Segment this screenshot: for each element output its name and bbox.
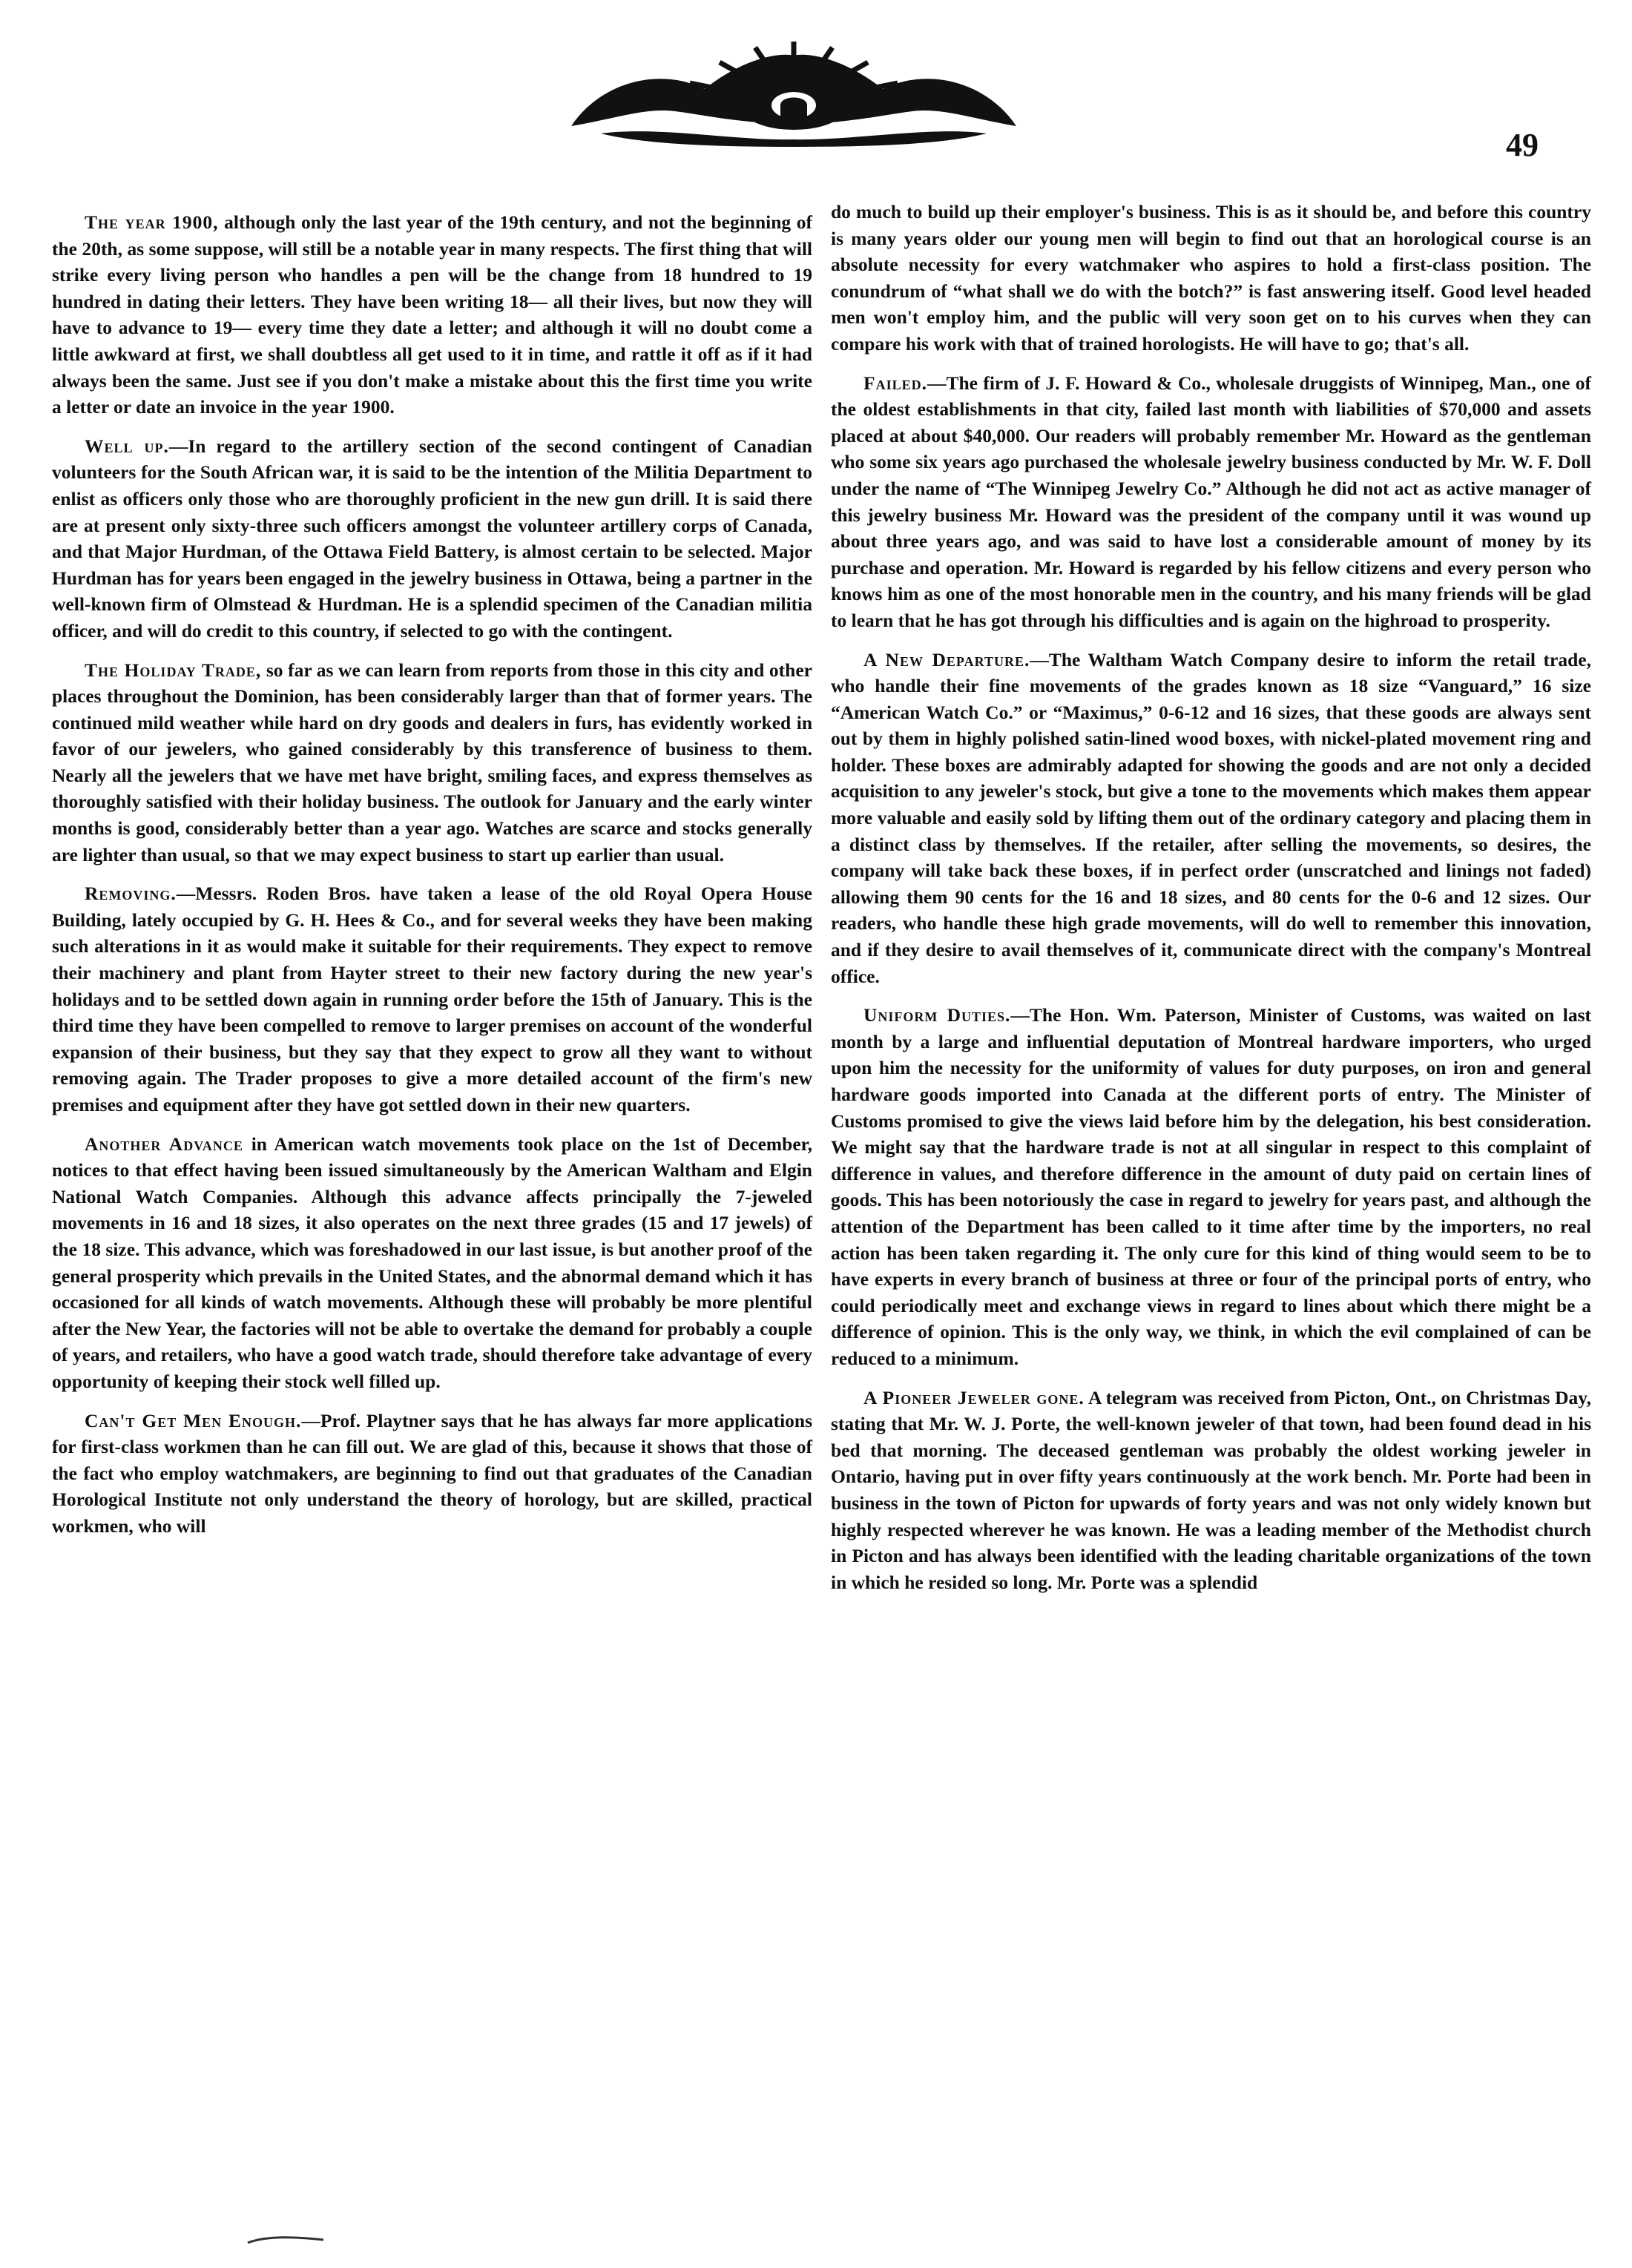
article-lead: Failed. <box>863 372 927 394</box>
left-column <box>52 209 812 1552</box>
header-ornament-icon <box>556 37 1031 148</box>
article-lead: Another Advance <box>85 1133 243 1155</box>
article-text: although only the last year of the 19th century, and not the beginning of the 20th, as some suppose, will still be a notable year in many respects. The first thing that will strike every living person who handles a pen will be the change from 18 hundred to 19 hundred in dating their letters. They have been writing 18— all their lives, but now they will have to advance to 19— every time they date a letter; and although it will no doubt come a little awkward at first, we shall doubtless all get used to it in time, and rattle it off as if it had always been the same. Just see if you don't make a mistake about this the first time you write a letter or date an invoice in the year 1900. <box>52 211 812 418</box>
article-text: in American watch movements took place on the 1st of December, notices to that effect having been issued simultaneously by the American Waltham and Elgin National Watch Companies. Although this advance affects principally the 7-jeweled movements in 16 and 18 sizes, it also operates on the next three grades (15 and 17 jewels) of the 18 size. This advance, which was foreshadowed in our last issue, is but another proof of the general prosperity which prevails in the United States, and the abnormal demand which it has occasioned for all kinds of watch movements. Although these will probably be more plentiful after the New Year, the factories will not be able to overtake the demand for probably a couple of years, and retailers, who have a good watch trade, should therefore take advantage of every opportunity of keeping their stock well filled up. <box>52 1133 812 1392</box>
article-text: —The Hon. Wm. Paterson, Minister of Customs, was waited on last month by a large and influential deputation of Montreal hardware importers, who urged upon him the necessity for the uniformity of values for duty purposes, on iron and general hardware goods imported into Canada at the different ports of entry. The Minister of Customs promised to give the views laid before him by the delegation, his best consideration. We might say that the hardware trade is not at all singular in respect to this complaint of difference in values, and therefore difference in the amount of duty paid on certain lines of goods. This has been notoriously the case in regard to jewelry for years past, and although the attention of the Department has been called to it time after time by the importers, no real action has been taken regarding it. The only cure for this kind of thing would seem to be to have experts in every branch of business at three or four of the principal ports of entry, who could periodically meet and exchange views in regard to lines about which there might be a difference of opinion. This is the only way, we think, in which the evil complained of can be reduced to a minimum. <box>831 1004 1591 1369</box>
page-number: 49 <box>1506 127 1539 163</box>
article-lead: The year 1900, <box>85 211 219 233</box>
article-lead: Removing. <box>85 883 177 905</box>
scan-mark-icon <box>245 2232 326 2247</box>
article-paragraph <box>831 199 1591 357</box>
article-lead: Can't Get Men Enough. <box>85 1409 302 1431</box>
article-paragraph <box>52 657 812 868</box>
article-text: do much to build up their employer's business. This is as it should be, and before this country is many years older our young men will begin to find out that an horological course is an absolute necessity for every watchmaker who aspires to hold a first-class position. The conundrum of “what shall we do with the botch?” is fast answering itself. Good level headed men won't employ him, and the public will very soon get on to his curves when they can compare his work with that of trained horologists. He will have to go; that's all. <box>831 201 1591 355</box>
article-paragraph <box>52 209 812 421</box>
article-paragraph <box>831 647 1591 990</box>
article-text: —The Waltham Watch Company desire to inform the retail trade, who handle their fine movements of the grades known as 18 size “Vanguard,” 16 size “American Watch Co.” or “Maximus,” 0-6-12 and 16 sizes, that these goods are always sent out by them in highly polished satin-lined wood boxes, with nickel-plated movement ring and holder. These boxes are admirably adapted for showing the goods and are not only a decided acquisition to any jeweler's stock, but give a tone to the movements which makes them appear more valuable and easily sold by lifting them out of the ordinary category and placing them in a distinct class by themselves. If the retailer, after selling the movements, so desires, the company will take back these boxes, if in perfect order (unscratched and linings not faded) allowing them 90 cents for the 16 and 18 sizes, and 80 cents for the 0-6 and 12 sizes. Our readers, who handle these high grade movements, will do well to remember this innovation, and if they desire to avail themselves of it, communicate direct with the company's Montreal office. <box>831 648 1591 987</box>
article-paragraph <box>52 1131 812 1395</box>
article-text: so far as we can learn from reports from those in this city and other places throughout the Dominion, has been considerably larger than that of former years. The continued mild weather while hard on dry goods and dealers in furs, has evidently worked in favor of our jewelers, who gained considerably by this transference of business to them. Nearly all the jewelers that we have met have bright, smiling faces, and express themselves as thoroughly satisfied with their holiday business. The outlook for January and the early winter months is good, considerably better than a year ago. Watches are scarce and stocks generally are lighter than usual, so that we may expect business to start up earlier than usual. <box>52 659 812 866</box>
article-text: A telegram was received from Picton, Ont., on Christmas Day, stating that Mr. W. J. Porte, the well-known jeweler of that town, had been found dead in his bed that morning. The deceased gentleman was probably the oldest working jeweler in Ontario, having put in over fifty years continuously at the work bench. Mr. Porte had been in business in the town of Picton for upwards of forty years and was not only widely known but highly respected wherever he was known. He was a leading member of the Methodist church in Picton and has always been identified with the leading charitable organizations of the town in which he resided so long. Mr. Porte was a splendid <box>831 1386 1591 1593</box>
article-lead: Well up. <box>85 435 169 457</box>
article-paragraph <box>831 1385 1591 1596</box>
article-text: —In regard to the artillery section of the second contingent of Canadian volunteers for the South African war, it is said to be the intention of the Militia Department to enlist as officers only those who are thoroughly proficient in the new gun drill. It is said there are at present only sixty-three such officers amongst the volunteer artillery corps of Canada, and that Major Hurdman, of the Ottawa Field Battery, is almost certain to be selected. Major Hurdman has for years been engaged in the jewelry business in Ottawa, being a partner in the well-known firm of Olmstead & Hurdman. He is a splendid specimen of the Canadian militia officer, and will do credit to this country, if selected to go with the contingent. <box>52 435 812 642</box>
right-column <box>831 199 1591 1608</box>
article-paragraph <box>52 1408 812 1540</box>
article-text: —Messrs. Roden Bros. have taken a lease of the old Royal Opera House Building, lately occupied by G. H. Hees & Co., and for several weeks they have been making such alterations in it as would make it suitable for their requirements. They expect to remove their machinery and plant from Hayter street to their new factory during the new year's holidays and to be settled down again in running order before the 15th of January. This is the third time they have been compelled to remove to larger premises on account of the wonderful expansion of their business, but they say that they expect to grow all they want to without removing again. The Trader proposes to give a more detailed account of the firm's new premises and equipment after they have got settled down in their new quarters. <box>52 883 812 1115</box>
article-paragraph <box>52 433 812 645</box>
article-paragraph <box>52 880 812 1118</box>
article-lead: A New Departure. <box>863 648 1030 670</box>
article-lead: A Pioneer Jeweler gone. <box>863 1386 1085 1408</box>
article-lead: The Holiday Trade, <box>85 659 262 681</box>
article-paragraph <box>831 1002 1591 1371</box>
article-text: —Prof. Playtner says that he has always far more applications for first-class workmen than he can fill out. We are glad of this, because it shows that those of the fact who employ watchmakers, are beginning to find out that graduates of the Canadian Horological Institute not only understand the theory of horology, but are skilled, practical workmen, who will <box>52 1409 813 1537</box>
article-text: —The firm of J. F. Howard & Co., wholesale druggists of Winnipeg, Man., one of the oldest establishments in that city, failed last month with liabilities of $70,000 and assets placed at about $40,000. Our readers will probably remember Mr. Howard as the gentleman who some six years ago purchased the wholesale jewelry business conducted by Mr. W. F. Doll under the name of “The Winnipeg Jewelry Co.” Although he did not act as active manager of this jewelry business Mr. Howard was the president of the company until it was wound up about three years ago, and was said to have lost a considerable amount of money by its purchase and operation. Mr. Howard is regarded by his fellow citizens and every person who knows him as one of the most honorable men in the country, and his many friends will be glad to learn that he has got through his difficulties and is again on the highroad to prosperity. <box>831 372 1591 631</box>
article-paragraph <box>831 370 1591 634</box>
article-lead: Uniform Duties. <box>863 1004 1011 1026</box>
